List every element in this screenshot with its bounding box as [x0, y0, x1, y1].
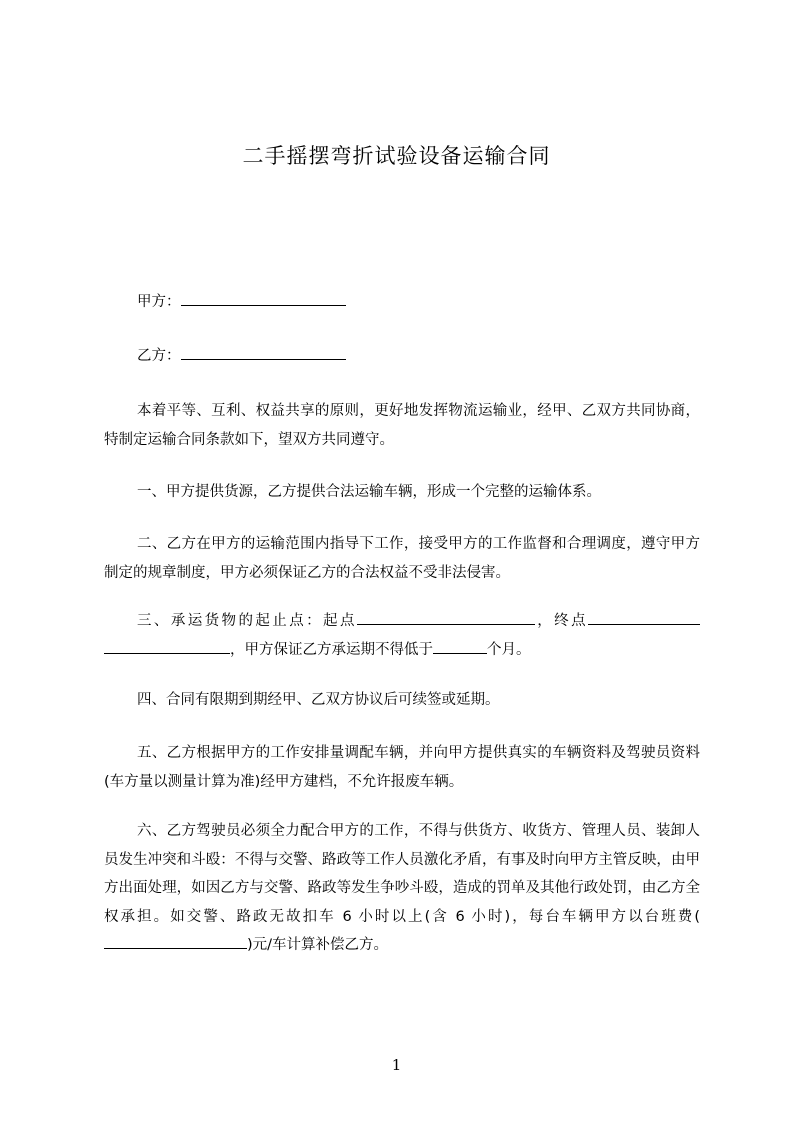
clause-6-end: )元/车计算补偿乙方。	[247, 937, 389, 953]
clause-3-period-label: ，甲方保证乙方承运期不得低于	[230, 641, 433, 658]
period-months-blank	[433, 638, 487, 654]
party-a-blank	[181, 290, 346, 306]
clause-3-start: 三、承运货物的起止点：起点	[137, 613, 357, 629]
clause-4: 四、合同有限期到期经甲、乙双方协议后可续签或延期。	[137, 692, 500, 708]
document-title: 二手摇摆弯折试验设备运输合同	[242, 144, 551, 168]
clause-6	[104, 817, 700, 960]
clause-3-end: 个月。	[487, 641, 531, 658]
clause-5: 五、乙方根据甲方的工作安排量调配车辆，并向甲方提供真实的车辆资料及驾驶员资料(车方量以测量计算为准)经甲方建档，不允许报废车辆。	[104, 745, 700, 790]
intro-paragraph: 本着平等、互利、权益共享的原则，更好地发挥物流运输业，经甲、乙双方共同协商，特制定运输合同条款如下，望双方共同遵守。	[104, 403, 700, 448]
party-a-label: 甲方：	[137, 294, 181, 310]
party-b-label: 乙方：	[137, 348, 181, 364]
destination-blank-line-2	[104, 638, 230, 654]
origin-blank	[357, 609, 535, 625]
clause-3	[104, 607, 700, 664]
shift-fee-blank	[104, 933, 247, 949]
clause-3-destination-label: ，终点	[534, 613, 589, 629]
party-a-line	[137, 290, 346, 312]
destination-blank-line-1	[588, 609, 700, 625]
party-b-blank	[181, 344, 346, 360]
clause-1: 一、甲方提供货源，乙方提供合法运输车辆，形成一个完整的运输体系。	[137, 484, 601, 500]
party-b-line	[137, 344, 346, 366]
page-number: 1	[391, 1056, 402, 1074]
clause-6-text: 六、乙方驾驶员必须全力配合甲方的工作，不得与供货方、收货方、管理人员、装卸人员发生冲突和斗殴：不得与交警、路政等工作人员激化矛盾，有事及时向甲方主管反映，由甲方出面处理，如因乙方与交警、路政等发生争吵斗殴，造成的罚单及其他行政处罚，由乙方全权承担。如交警、路政无故扣车 6 小时以上(含 6 小时)，每台车辆甲方以台班费(	[104, 823, 700, 925]
clause-2: 二、乙方在甲方的运输范围内指导下工作，接受甲方的工作监督和合理调度，遵守甲方制定的规章制度，甲方必须保证乙方的合法权益不受非法侵害。	[104, 536, 700, 581]
